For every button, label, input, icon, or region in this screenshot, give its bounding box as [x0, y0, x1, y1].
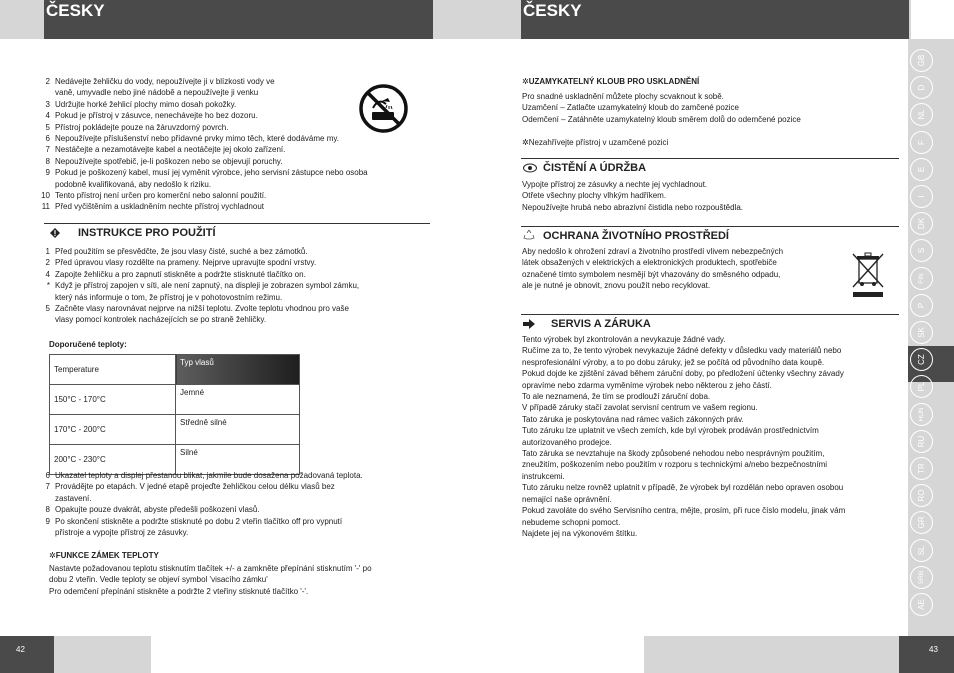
- gear-icon: ✲: [522, 77, 529, 86]
- list-item: [36, 481, 436, 492]
- table-header-cell: Typ vlasů: [176, 355, 300, 385]
- temperature-table: [49, 354, 300, 475]
- table-cell: 150°C - 170°C: [50, 385, 176, 415]
- list-item-text: vaně, umyvadle nebo jiné nádobě a nepoužívejte ji venku: [55, 88, 259, 98]
- language-tab-gr[interactable]: GR: [910, 511, 933, 534]
- table-header-cell: Temperature: [50, 355, 176, 385]
- list-item-number: 8: [45, 156, 50, 166]
- list-item-text: Pokud je přístroj v zásuvce, nenechávejte ho bez dozoru.: [55, 111, 258, 121]
- text-line: zneužitím, poškozením nebo použitím v rozporu s technickými a/nebo bezpečnostními: [522, 460, 828, 470]
- list-item-text: Když je přístroj zapojen v síti, ale není zapnutý, na displeji je zobrazen symbol zámku,: [55, 281, 360, 291]
- language-tab-e[interactable]: E: [910, 158, 933, 181]
- left-page-number: 42: [0, 636, 54, 673]
- text-line: Pokud zavoláte do svého Servisního centra, mějte, prosím, při ruce číslo modelu, jinak vám: [522, 506, 846, 516]
- text-line: instrukcemi.: [522, 471, 565, 481]
- list-item: [36, 527, 436, 538]
- text-line: Tato záruka je poskytována nad rámec vašich zákonných práv.: [522, 414, 744, 424]
- language-tab-cz[interactable]: CZ: [910, 348, 933, 371]
- list-item-text: Pokud je poškozený kabel, musí jej vyměnit výrobce, jeho servisní zástupce nebo osoba: [55, 168, 368, 178]
- list-item: [36, 504, 436, 515]
- list-item-text: Po skončení stiskněte a podržte stisknuté po dobu 2 vteřin tlačítko off pro vypnutí: [55, 516, 343, 526]
- text-line: označené tímto symbolem nesmějí být vhazovány do směsného odpadu,: [522, 269, 781, 279]
- list-item: [36, 133, 436, 144]
- table-cell: Silné: [176, 445, 300, 475]
- instructions-heading: INSTRUKCE PRO POUŽITÍ: [44, 223, 430, 240]
- language-tab-srb[interactable]: SRB: [910, 566, 933, 589]
- gear-icon: ✲: [522, 138, 529, 147]
- language-tab-p[interactable]: P: [910, 294, 933, 317]
- arrow-right-icon: [523, 319, 535, 329]
- text-line: Pokud dojde ke zjištění závad během záruční doby, po předložení účtenky všechny závady: [522, 369, 844, 379]
- list-item-text: který nás informuje o tom, že přístroj je v pohotovostním režimu.: [55, 292, 283, 302]
- language-tab-tr[interactable]: TR: [910, 457, 933, 480]
- list-item-text: Nedávejte žehličku do vody, nepoužívejte ji v blízkosti vody ve: [55, 77, 275, 86]
- after-steps-list: [36, 470, 436, 538]
- text-line: Otřete všechny plochy vlhkým hadříkem.: [522, 191, 667, 201]
- list-item: [36, 314, 436, 325]
- list-item-number: 11: [41, 202, 50, 212]
- language-tab-ae[interactable]: AE: [910, 593, 933, 616]
- list-item-text: Nepoužívejte příslušenství nebo přídavné prvky mimo těch, které dodáváme my.: [55, 134, 339, 144]
- table-header-row: [50, 355, 300, 385]
- language-tab-pl[interactable]: PL: [910, 375, 933, 398]
- language-tab-gb[interactable]: GB: [910, 49, 933, 72]
- text-line: Pro odemčení přepínání stiskněte a podržte 2 vteřiny stisknuté tlačítko '-'.: [49, 586, 309, 596]
- text-line: nesprofesionální výroby, a to po dobu záruky, jež se počítá od původního data koupě.: [522, 357, 825, 367]
- table-row: [50, 385, 300, 415]
- list-item-number: *: [46, 281, 50, 291]
- language-tab-dk[interactable]: DK: [910, 212, 933, 235]
- language-tab-s[interactable]: S: [910, 239, 933, 262]
- list-item-text: Nestáčejte a nezamotávejte kabel a neotáčejte jej okolo zařízení.: [55, 145, 286, 155]
- text-line: Tuto záruku lze uplatnit ve všech zemích, kde byl výrobek prodáván prostřednictvím: [522, 426, 819, 436]
- text-line: V případě záruky stačí zavolat servisní centrum ve vašem regionu.: [522, 403, 758, 413]
- language-tab-sk[interactable]: SK: [910, 321, 933, 344]
- warranty-heading: SERVIS A ZÁRUKA: [521, 314, 899, 331]
- text-line: Uzamčení – Zatlačte uzamykatelný kloub do zamčené pozice: [522, 103, 739, 113]
- recycle-icon: [523, 229, 535, 241]
- text-line: Nastavte požadovanou teplotu stisknutím tlačítek +/- a zamkněte přepínání stisknutím '-' po: [49, 564, 372, 573]
- no-bath-warning-icon: [359, 84, 408, 133]
- language-tab-sl[interactable]: SL: [910, 539, 933, 562]
- list-item-text: Přístroj pokládejte pouze na žáruvzdorný povrch.: [55, 122, 229, 132]
- language-tab-f[interactable]: F: [910, 131, 933, 154]
- list-item-number: 9: [45, 168, 50, 178]
- list-item-number: 3: [45, 99, 50, 109]
- hinge-note: ✲Nezahřívejte přístroj v uzamčené pozici: [522, 138, 669, 147]
- list-item-number: 7: [45, 482, 50, 492]
- list-item: [36, 493, 436, 504]
- gear-icon: ✲: [49, 551, 56, 560]
- list-item-number: 10: [41, 191, 50, 201]
- text-line: Nepoužívejte hrubá nebo abrazivní čistidla nebo rozpouštědla.: [522, 202, 744, 212]
- language-tab-ru[interactable]: RU: [910, 430, 933, 453]
- language-tab-i[interactable]: I: [910, 185, 933, 208]
- list-item-number: 2: [45, 77, 50, 86]
- temps-title: Doporučené teploty:: [49, 340, 127, 349]
- list-item-number: 1: [45, 247, 50, 256]
- text-line: Aby nedošlo k ohrožení zdraví a životního prostředí vlivem nebezpečných: [522, 247, 784, 256]
- text-line: nebudeme schopni pomoct.: [522, 517, 621, 527]
- list-item-text: Před úpravou vlasy rozdělte na prameny. Nejprve upravujte spodní vrstvy.: [55, 258, 317, 268]
- table-row: [50, 415, 300, 445]
- language-tab-nl[interactable]: NL: [910, 103, 933, 126]
- list-item: [36, 470, 436, 481]
- left-footer-bar: [54, 636, 151, 673]
- list-item-number: 7: [45, 145, 50, 155]
- list-item: [36, 144, 436, 155]
- list-item: [36, 167, 436, 178]
- text-line: autorizovaného prodejce.: [522, 437, 612, 447]
- list-item-text: podobně kvalifikovaná, aby nedošlo k riziku.: [55, 179, 212, 189]
- text-line: dobu 2 vteřin. Vedle teploty se objeví symbol 'visacího zámku': [49, 575, 268, 585]
- right-page: [477, 0, 954, 673]
- language-tab-d[interactable]: D: [910, 76, 933, 99]
- list-item-number: 4: [45, 111, 50, 121]
- list-item-number: 9: [45, 516, 50, 526]
- list-item-text: Začněte vlasy narovnávat nejprve na nižší teplotu. Zvolte teplotu vhodnou pro vaše: [55, 304, 349, 314]
- text-line: Tento výrobek byl zkontrolován a nevykazuje žádné vady.: [522, 335, 726, 344]
- list-item: [36, 156, 436, 167]
- text-line: Tato záruka se nevztahuje na škody způsobené nehodou nebo nesprávným použitím,: [522, 449, 825, 459]
- list-item-text: Nepoužívejte spotřebič, je-li poškozen nebo se objevují poruchy.: [55, 156, 283, 166]
- list-item: [36, 292, 436, 303]
- language-tab-hun[interactable]: HUN: [910, 403, 933, 426]
- cleaning-heading: ČISTĚNÍ A ÚDRŽBA: [521, 158, 899, 175]
- table-cell: 170°C - 200°C: [50, 415, 176, 445]
- lock-heading: ✲FUNKCE ZÁMEK TEPLOTY: [49, 551, 159, 560]
- list-item: [36, 257, 436, 268]
- list-item-text: Provádějte po etapách. V jedné etapě projeďte žehličkou celou délku vlasů bez: [55, 482, 335, 492]
- list-item-text: Před vyčištěním a uskladněním nechte přístroj vychladnout: [55, 202, 264, 212]
- lock-text: [49, 563, 439, 597]
- list-item-text: Opakujte pouze dvakrát, abyste předešli poškození vlasů.: [55, 505, 260, 515]
- list-item: [36, 269, 436, 280]
- list-item: [36, 201, 436, 212]
- list-item-number: 4: [45, 269, 50, 279]
- table-cell: Jemné: [176, 385, 300, 415]
- list-item-text: Tento přístroj není určen pro komerční nebo salonní použití.: [55, 191, 267, 201]
- list-item: [36, 280, 436, 291]
- text-line: látek obsažených v elektrických a elektronických produktech, spotřebiče: [522, 258, 777, 268]
- list-item-text: přístroje a vypojte přístroj ze zásuvky.: [55, 528, 189, 538]
- text-line: Najdete jej na výkonovém štítku.: [522, 528, 638, 538]
- right-page-number: 43: [899, 636, 954, 673]
- text-line: Tuto záruku nelze rovněž uplatnit v případě, že výrobek byl rozdělán nebo opraven osobou: [522, 483, 844, 493]
- env-heading: OCHRANA ŽIVOTNÍHO PROSTŘEDÍ: [521, 226, 899, 243]
- list-item-text: zastavení.: [55, 493, 92, 503]
- right-footer-bar: [644, 636, 900, 673]
- language-sidebar: [908, 39, 954, 636]
- hinge-text: [522, 91, 902, 125]
- list-item-number: 6: [45, 134, 50, 144]
- hinge-heading: ✲UZAMYKATELNÝ KLOUB PRO USKLADNĚNÍ: [522, 77, 700, 86]
- list-item: [36, 190, 436, 201]
- env-text: [522, 246, 842, 292]
- list-item-number: 8: [45, 505, 50, 515]
- text-line: Odemčení – Zatáhněte uzamykatelný kloub směrem dolů do odemčené pozice: [522, 114, 801, 124]
- language-tab-fin[interactable]: FIN: [910, 267, 933, 290]
- weee-bin-icon: [850, 251, 886, 299]
- cleaning-text: [522, 179, 902, 213]
- eye-icon: [523, 163, 537, 173]
- text-line: Vypojte přístroj ze zásuvky a nechte jej vychladnout.: [522, 180, 708, 189]
- list-item-number: 5: [45, 122, 50, 132]
- instructions-list: [36, 246, 436, 326]
- text-line: opravíme nebo zdarma vyměníme výrobek nebo některou z jeho částí.: [522, 380, 772, 390]
- text-line: nemající naše oprávnění.: [522, 494, 612, 504]
- list-item-number: 6: [45, 471, 50, 480]
- list-item-text: Zapojte žehličku a pro zapnutí stiskněte a podržte stisknuté tlačítko on.: [55, 269, 306, 279]
- warranty-text: [522, 334, 902, 539]
- list-item: [36, 246, 436, 257]
- list-item-text: Ukazatel teploty a displej přestanou blikat, jakmile bude dosažena požadovaná teplota.: [55, 471, 363, 480]
- warning-diamond-icon: [50, 228, 60, 238]
- list-item-text: vlasy pomocí kontrolek nacházejících se po straně žehličky.: [55, 315, 267, 325]
- text-line: To ale neznamená, že tím se prodlouží záruční doba.: [522, 392, 711, 402]
- text-line: Pro snadné uskladnění můžete plochy scvaknout k sobě.: [522, 92, 724, 101]
- list-item: [36, 179, 436, 190]
- list-item-number: 2: [45, 258, 50, 268]
- list-item-number: 5: [45, 304, 50, 314]
- list-item: [36, 303, 436, 314]
- list-item-text: Udržujte horké žehlicí plochy mimo dosah pokožky.: [55, 99, 237, 109]
- right-page-title: ČESKY: [521, 0, 909, 39]
- left-page-title: ČESKY: [44, 0, 433, 39]
- list-item-text: Před použitím se přesvědčte, že jsou vlasy čisté, suché a bez zámotků.: [55, 247, 308, 256]
- list-item: [36, 516, 436, 527]
- language-tab-ro[interactable]: RO: [910, 484, 933, 507]
- table-cell: Středně silné: [176, 415, 300, 445]
- table-cell: 200°C - 230°C: [50, 445, 176, 475]
- text-line: ale je nutné je obnovit, znovu použít nebo recyklovat.: [522, 281, 711, 291]
- text-line: Ručíme za to, že tento výrobek nevykazuje žádné defekty v důsledku vady materiálů nebo: [522, 346, 842, 356]
